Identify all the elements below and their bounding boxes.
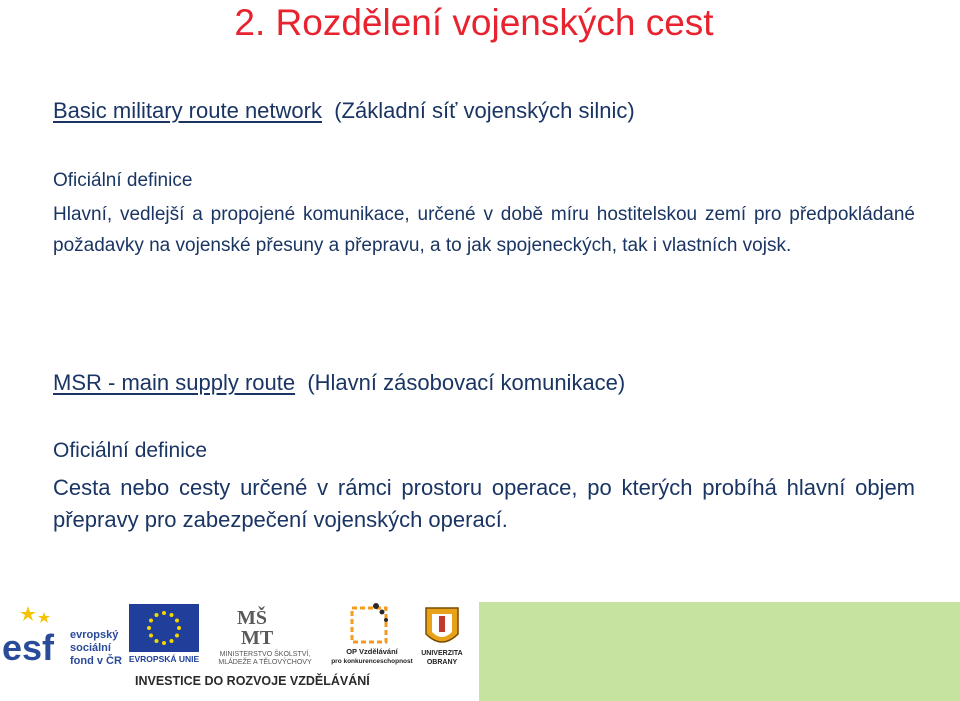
svg-text:MŠ: MŠ xyxy=(237,607,267,629)
section-main-supply-route xyxy=(53,370,915,396)
eu-flag-icon xyxy=(127,604,201,664)
definition-text: Hlavní, vedlejší a propojené komunikace, určené v době míru hostitelskou zemí pro předpokládané požadavky na vojenské přesuny a přepravu, a to jak spojeneckých, tak i vlastních vojsk. xyxy=(53,204,915,256)
msmt-logo-icon xyxy=(205,604,325,666)
heading-english: MSR - main supply route xyxy=(53,370,296,395)
svg-text:UNIVERZITA: UNIVERZITA xyxy=(421,650,463,657)
esf-logo-icon xyxy=(0,604,125,670)
esf-logo xyxy=(0,604,125,670)
eu-star xyxy=(149,634,153,638)
eu-logo xyxy=(127,604,201,664)
green-band xyxy=(479,602,960,701)
svg-text:OP Vzdělávání: OP Vzdělávání xyxy=(346,647,398,656)
svg-text:esf: esf xyxy=(2,627,55,668)
eu-star xyxy=(149,619,153,623)
eu-star xyxy=(175,634,179,638)
univerzita-obrany-logo xyxy=(418,604,466,666)
svg-text:EVROPSKÁ UNIE: EVROPSKÁ UNIE xyxy=(128,654,200,664)
heading-english: Basic military route network xyxy=(53,98,322,123)
eu-star xyxy=(177,626,181,630)
heading-czech: (Základní síť vojenských silnic) xyxy=(334,98,635,123)
svg-text:pro konkurenceschopnost: pro konkurenceschopnost xyxy=(331,658,413,665)
msmt-logo xyxy=(205,604,325,666)
section-heading xyxy=(53,370,915,396)
svg-text:sociální: sociální xyxy=(70,642,111,654)
eu-star xyxy=(155,613,159,617)
university-crest-icon xyxy=(418,604,466,666)
eu-star xyxy=(170,613,174,617)
eu-star xyxy=(162,611,166,615)
op-logo xyxy=(330,602,414,666)
svg-text:fond v ČR: fond v ČR xyxy=(70,655,122,667)
section-basic-route-network xyxy=(53,98,915,124)
eu-star xyxy=(147,626,151,630)
footer-caption: INVESTICE DO ROZVOJE VZDĚLÁVÁNÍ xyxy=(135,674,370,688)
svg-text:OBRANY: OBRANY xyxy=(426,659,458,666)
eu-star xyxy=(162,641,166,645)
section-heading xyxy=(53,98,915,124)
footer-logo-bar xyxy=(0,600,960,701)
svg-text:MINISTERSTVO ŠKOLSTVÍ,: MINISTERSTVO ŠKOLSTVÍ, xyxy=(219,651,311,658)
eu-star xyxy=(175,619,179,623)
svg-text:evropský: evropský xyxy=(70,629,119,641)
svg-text:MLÁDEŽE A TĚLOVÝCHOVY: MLÁDEŽE A TĚLOVÝCHOVY xyxy=(218,659,312,666)
definition-label: Oficiální definice xyxy=(53,439,208,462)
eu-star xyxy=(155,639,159,643)
heading-czech: (Hlavní zásobovací komunikace) xyxy=(307,370,626,395)
op-logo-icon xyxy=(330,602,414,666)
eu-star xyxy=(170,639,174,643)
definition-text: Cesta nebo cesty určené v rámci prostoru operace, po kterých probíhá hlavní objem přepravy pro zabezpečení vojenských operací. xyxy=(53,475,915,532)
slide-title: 2. Rozdělení vojenských cest xyxy=(234,2,714,43)
svg-text:MT: MT xyxy=(241,627,274,649)
definition-label: Oficiální definice xyxy=(53,170,193,191)
